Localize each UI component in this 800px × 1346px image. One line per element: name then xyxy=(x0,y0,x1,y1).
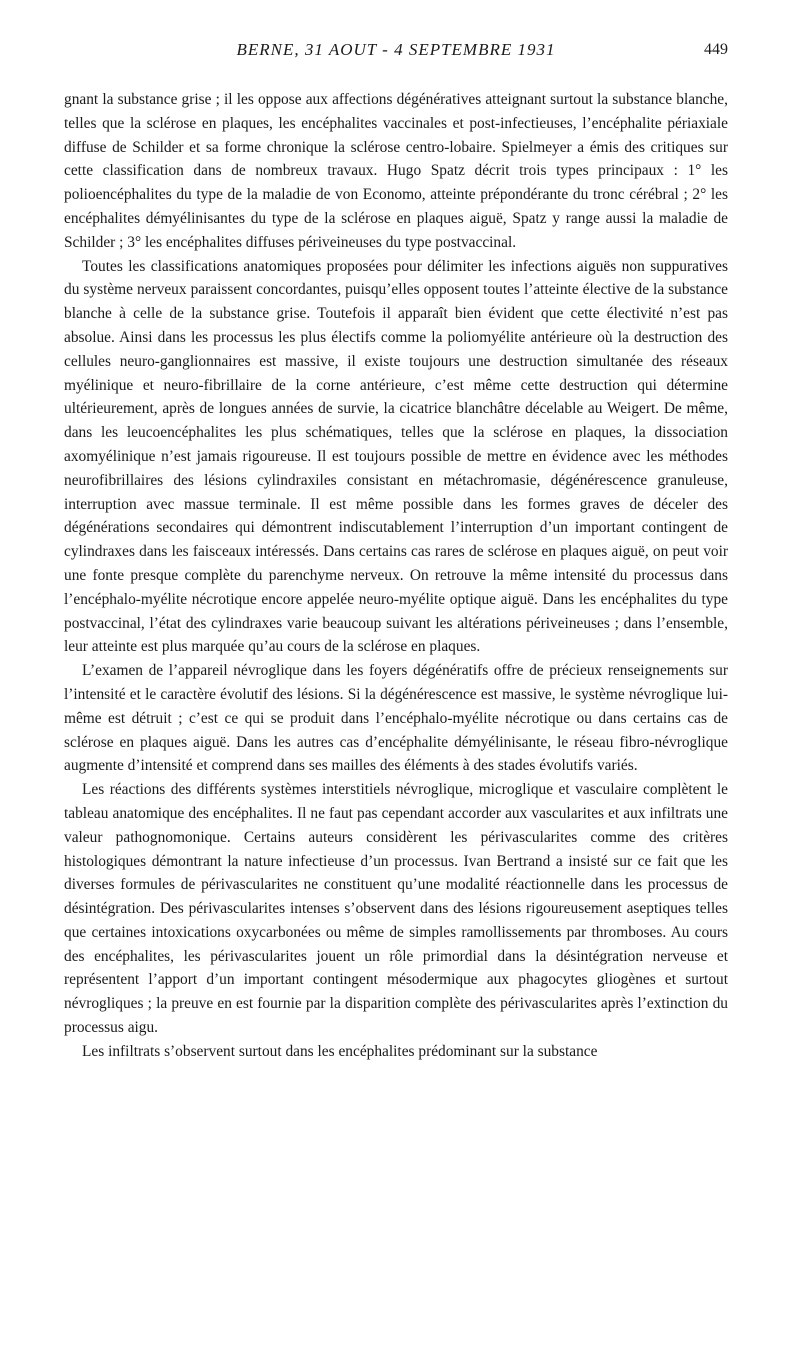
page-number: 449 xyxy=(704,41,728,58)
paragraph: Les infiltrats s’observent surtout dans les encéphalites prédominant sur la substance xyxy=(82,1042,598,1060)
paragraph: Toutes les classifications anatomiques proposées pour délimiter les infections aiguës non suppuratives du système nerveux paraissent concordantes, puisqu’elles opposent toutes l’atteinte élective de la substance blanche à celle de la substance grise. Toutefois il apparaît bien évident que cette électivité n’est pas absolue. Ainsi dans les processus les plus électifs comme la poliomyélite antérieure où la destruction des cellules neuro-ganglionnaires est massive, il existe toujours une destruction simultanée des réseaux myélinique et neuro-fibrillaire de la corne antérieure, c’est même cette destruction qui détermine ultérieurement, après de longues années de survie, la cicatrice blanchâtre décelable au Weigert. De même, dans les leucoencéphalites les plus schématiques, telles que la sclérose en plaques, la dissociation axomyélinique n’est jamais rigoureuse. Il est toujours possible de mettre en évidence avec les méthodes neurofibrillaires des lésions cylindraxiles consistant en métachromasie, dégénérescence granuleuse, interruption avec massue terminale. Il est même possible dans les formes graves de déceler des dégénérations secondaires qui démontrent indiscutablement l’interruption d’un important contingent de cylindraxes dans les faisceaux intéressés. Dans certains cas rares de sclérose en plaques aiguë, on peut voir une fonte presque complète du parenchyme nerveux. On retrouve la même intensité du processus dans l’encéphalo-myélite nécrotique encore appelée neuro-myélite optique aiguë. Dans les encéphalites du type postvaccinal, l’état des cylindraxes varie beaucoup suivant les altérations périveineuses ; dans l’ensemble, leur atteinte est plus marquée qu’au cours de la sclérose en plaques. xyxy=(64,257,728,656)
running-head xyxy=(64,38,728,62)
paragraph: Les réactions des différents systèmes interstitiels névroglique, microglique et vasculaire complètent le tableau anatomique des encéphalites. Il ne faut pas cependant accorder aux vascularites et aux infiltrats une valeur pathognomonique. Certains auteurs considèrent les périvascularites comme des critères histologiques démontrant la nature infectieuse d’un processus. Ivan Bertrand a insisté sur ce fait que les diverses formules de périvascularites ne constituent qu’une modalité réactionnelle dans les processus de désintégration. Des périvascularites intenses s’observent dans des lésions rigoureusement aseptiques telles que certaines intoxications oxycarbonées ou même de simples ramollissements par thromboses. Au cours des encéphalites, les périvascularites jouent un rôle primordial dans la désintégration nerveuse et représentent l’apport d’un important contingent mésodermique aux phagocytes gliogènes et surtout névrogliques ; la preuve en est fournie par la disparition complète des périvascularites après l’extinction du processus aigu. xyxy=(64,781,728,1037)
paragraph: gnant la substance grise ; il les oppose aux affections dégénératives atteignant surtout la substance blanche, telles que la sclérose en plaques, les encéphalites vaccinales et post-infectieuses, l’encéphalite périaxiale diffuse de Schilder et sa forme chronique la sclérose centro-lobaire. Spielmeyer a émis des critiques sur cette classification dans de nombreux travaux. Hugo Spatz décrit trois types principaux : 1° les polioencéphalites du type de la maladie de von Economo, atteinte prépondérante du tronc cérébral ; 2° les encéphalites démyélinisantes du type de la sclérose en plaques aiguë, Spatz y range aussi la maladie de Schilder ; 3° les encéphalites diffuses périveineuses du type postvaccinal. xyxy=(64,91,728,251)
body-text xyxy=(64,88,728,1064)
paragraph: L’examen de l’appareil névroglique dans les foyers dégénératifs offre de précieux renseignements sur l’intensité et le caractère évolutif des lésions. Si la dégénérescence est massive, le système névroglique lui-même est détruit ; c’est ce qui se produit dans l’encéphalo-myélite nécrotique ou dans certains cas de sclérose en plaques aiguë. Dans les autres cas d’encéphalite démyélinisante, le réseau fibro-névroglique augmente d’intensité et comprend dans ses mailles des éléments à des stades évolutifs variés. xyxy=(64,662,728,775)
running-title: BERNE, 31 AOUT - 4 SEPTEMBRE 1931 xyxy=(236,40,556,59)
